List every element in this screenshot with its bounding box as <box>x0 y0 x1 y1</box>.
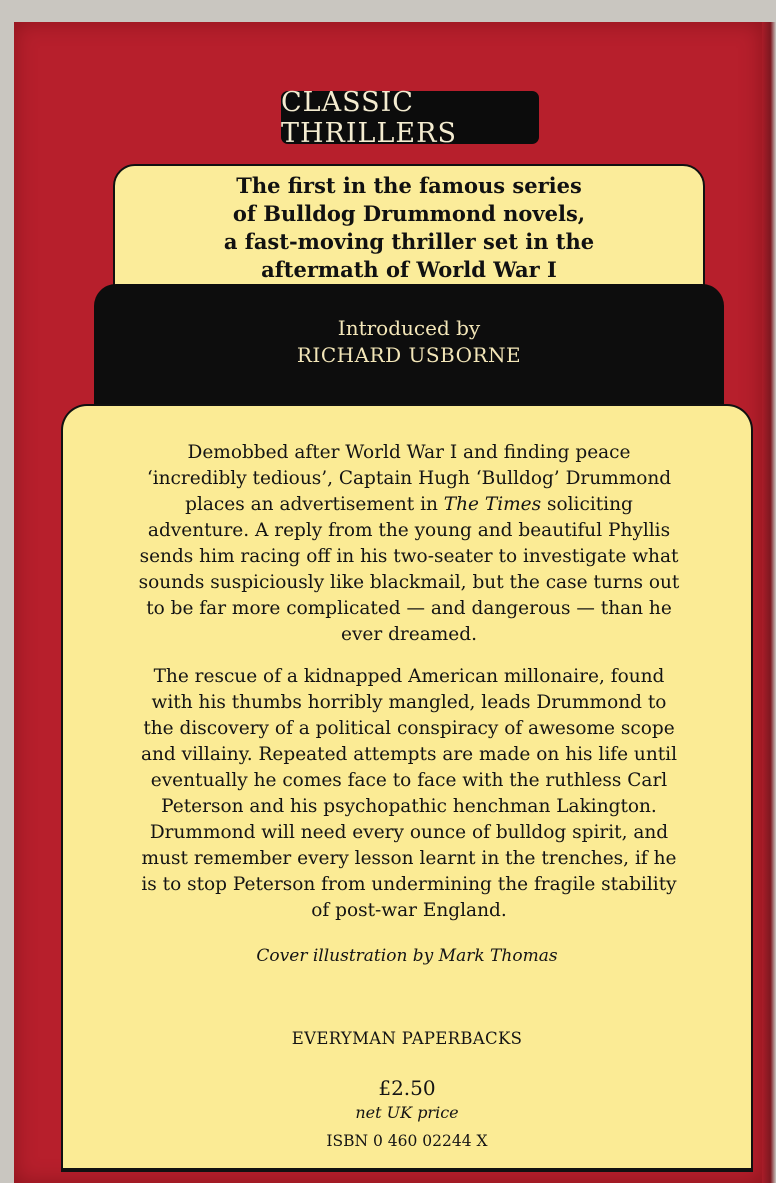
blurb-line: The rescue of a kidnapped American millonaire, found <box>153 666 665 687</box>
tagline-line: The first in the famous series <box>236 173 582 198</box>
tagline-line: of Bulldog Drummond novels, <box>232 201 586 226</box>
price: £2.50 <box>378 1076 436 1100</box>
blurb-line: must remember every lesson learnt in the trenches, if he <box>141 848 677 869</box>
cover-illustration-credit: Cover illustration by Mark Thomas <box>256 946 558 966</box>
tagline-line: aftermath of World War I <box>261 257 557 282</box>
series-badge: CLASSIC THRILLERS <box>281 91 539 144</box>
introduction-panel <box>94 284 724 414</box>
blurb-line: is to stop Peterson from undermining the fragile stability <box>141 874 677 895</box>
blurb-line: and villainy. Repeated attempts are made on his life until <box>140 744 678 765</box>
isbn: ISBN 0 460 02244 X <box>326 1132 488 1150</box>
tagline <box>115 172 703 284</box>
blurb-line: eventually he comes face to face with the ruthless Carl <box>150 770 668 791</box>
blurb-line: Peterson and his psychopathic henchman Lakington. <box>161 796 657 817</box>
blurb-paragraph-1 <box>103 440 715 648</box>
blurb-line: ever dreamed. <box>341 624 477 645</box>
blurb-line: Demobbed after World War I and finding peace <box>187 442 631 463</box>
blurb-line: the discovery of a political conspiracy of awesome scope <box>143 718 675 739</box>
introduction-label: Introduced by <box>337 316 481 340</box>
blurb-line: with his thumbs horribly mangled, leads Drummond to <box>151 692 667 713</box>
blurb-line: places an advertisement in The Times soliciting <box>185 494 633 515</box>
blurb-paragraph-2 <box>103 664 715 924</box>
price-note: net UK price <box>355 1103 459 1122</box>
blurb-panel <box>61 404 753 1172</box>
blurb-line: Drummond will need every ounce of bulldog spirit, and <box>149 822 669 843</box>
blurb-line: adventure. A reply from the young and beautiful Phyllis <box>147 520 671 541</box>
introduction-author: RICHARD USBORNE <box>296 343 522 367</box>
blurb-line: ‘incredibly tedious’, Captain Hugh ‘Bulldog’ Drummond <box>146 468 672 489</box>
blurb-line: sends him racing off in his two-seater to investigate what <box>139 546 679 567</box>
book-back-cover <box>14 22 762 1183</box>
newspaper-title: The Times <box>443 494 542 515</box>
blurb-line: of post-war England. <box>311 900 507 921</box>
cover-edge <box>762 22 776 1183</box>
publisher-name: EVERYMAN PAPERBACKS <box>291 1029 523 1048</box>
blurb-line: to be far more complicated — and dangerous — than he <box>146 598 672 619</box>
tagline-line: a fast-moving thriller set in the <box>223 229 595 254</box>
blurb-line: sounds suspiciously like blackmail, but the case turns out <box>138 572 680 593</box>
